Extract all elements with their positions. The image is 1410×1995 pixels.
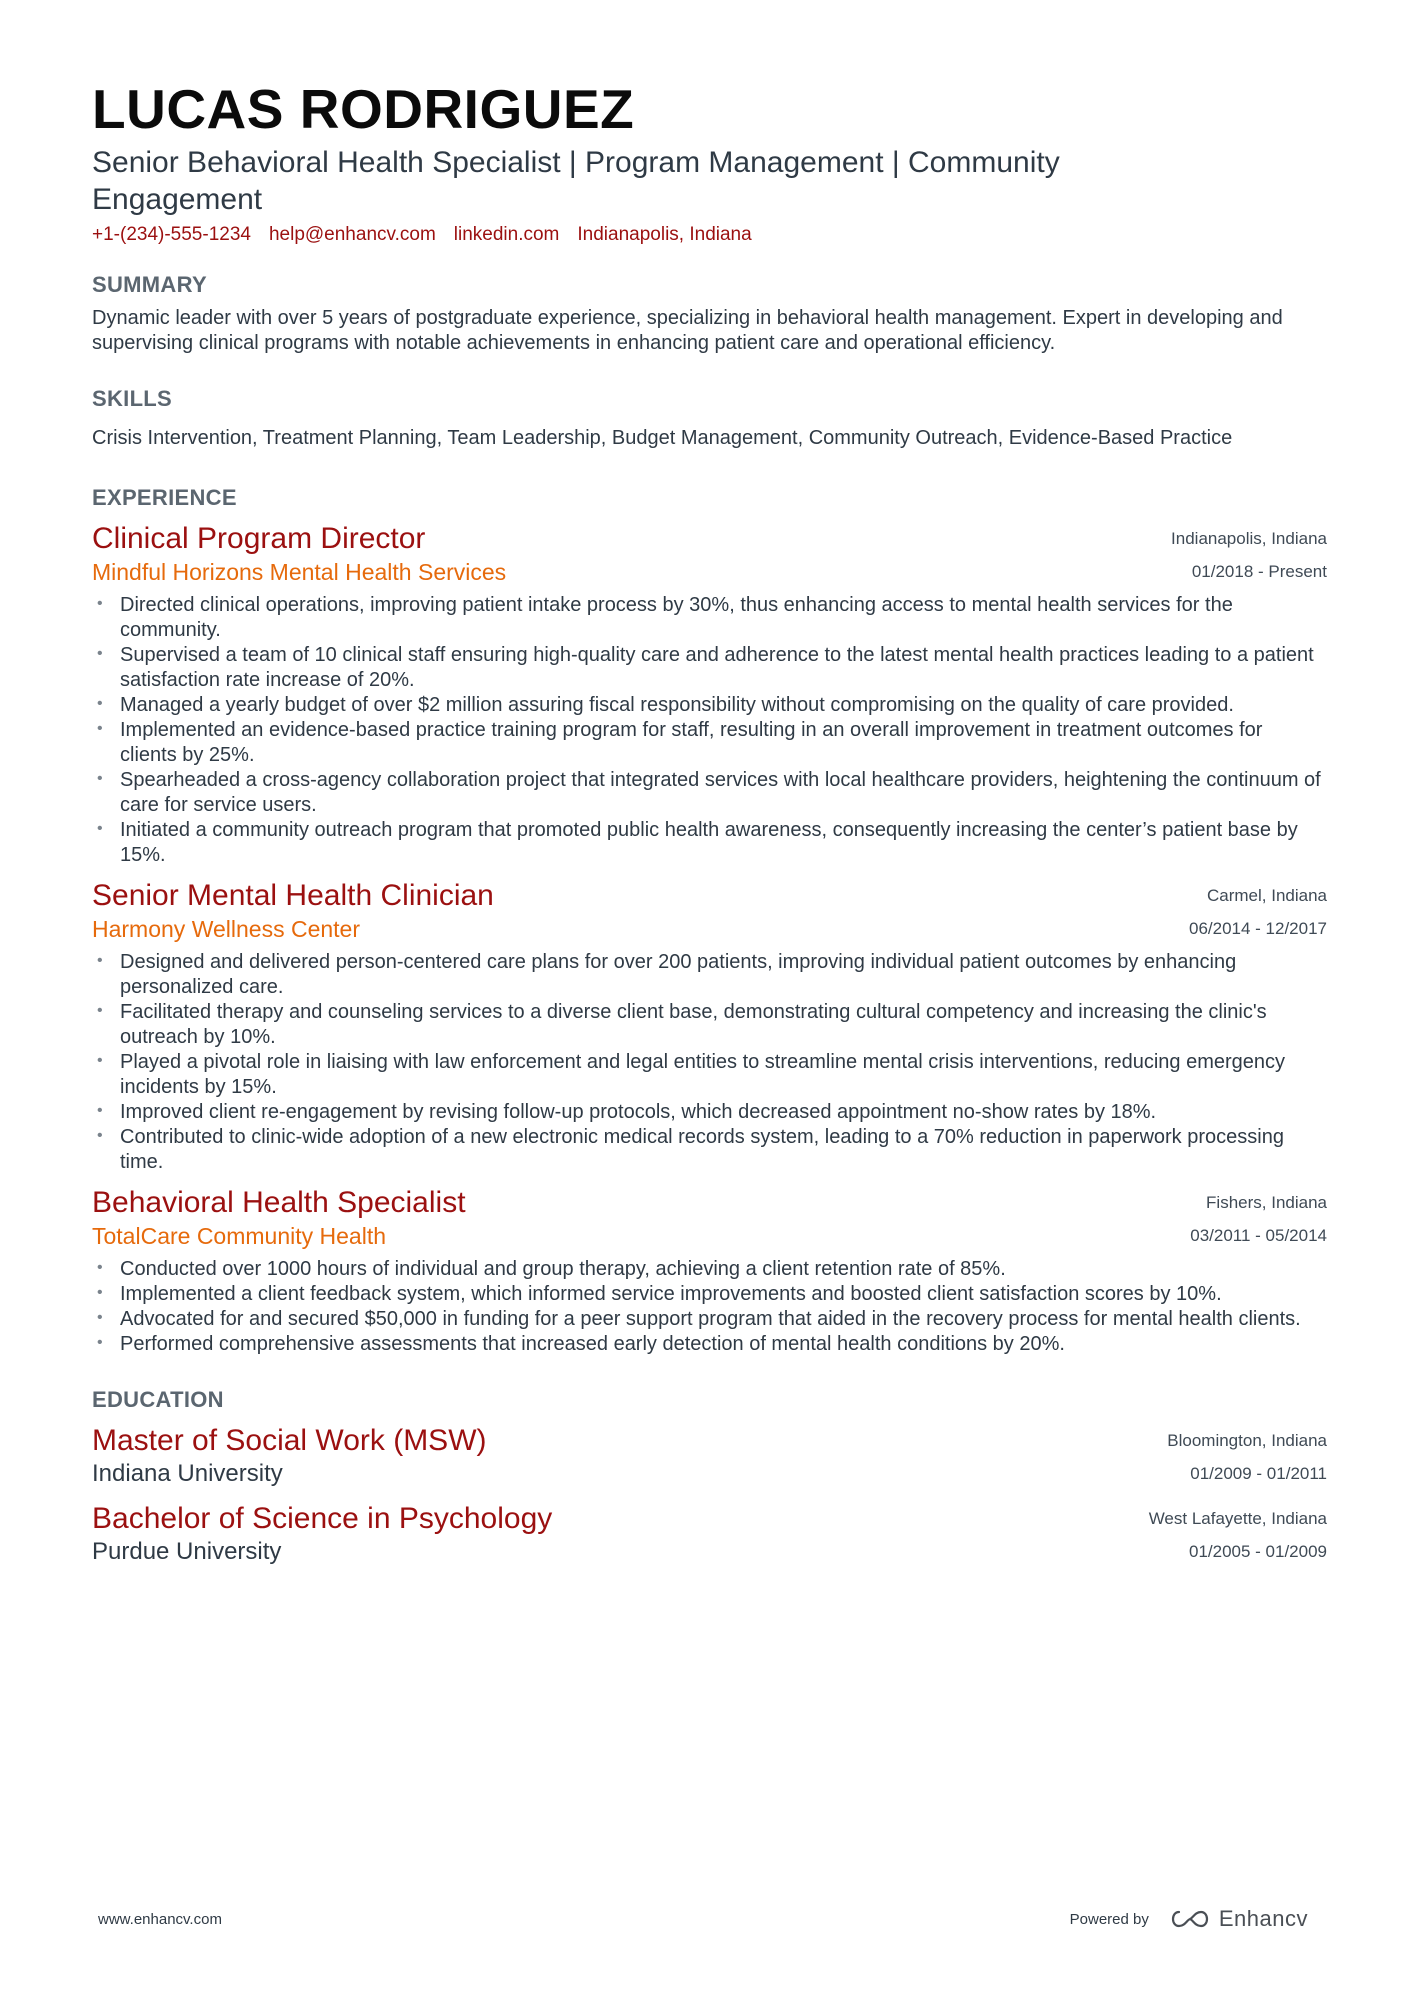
job-location: Fishers, Indiana (1206, 1193, 1327, 1212)
bullet-item: • Implemented a client feedback system, which informed service improvements and boosted client satisfaction scores by 10%. (97, 1283, 1222, 1305)
linkedin-link[interactable]: linkedin.com (453, 224, 560, 245)
job-dates: 03/2011 - 05/2014 (1190, 1226, 1327, 1245)
experience-entry (92, 878, 1327, 1175)
education-heading: EDUCATION (92, 1387, 224, 1412)
school-dates: 01/2009 - 01/2011 (1190, 1464, 1327, 1483)
education-entry (92, 1423, 1327, 1489)
school-location: Bloomington, Indiana (1167, 1431, 1327, 1450)
job-bullets (92, 1257, 1327, 1357)
bullet-item: • Contributed to clinic-wide adoption of a new electronic medical records system, leading to a 70% reduction in paperwork processing time. (97, 1126, 1284, 1173)
bullet-item: • Performed comprehensive assessments that increased early detection of mental health conditions by 20%. (97, 1333, 1065, 1355)
email-link[interactable]: help@enhancv.com (268, 224, 436, 245)
phone-link[interactable]: +1-(234)-555-1234 (92, 224, 251, 245)
experience-heading: EXPERIENCE (92, 485, 237, 510)
school-dates: 01/2005 - 01/2009 (1188, 1542, 1327, 1561)
company-name: TotalCare Community Health (92, 1223, 387, 1249)
job-bullets (92, 593, 1327, 868)
contact-row (92, 224, 1327, 246)
headline: Senior Behavioral Health Specialist | Program Management | Community Engagement (92, 146, 1060, 216)
bullet-item: • Played a pivotal role in liaising with law enforcement and legal entities to streamline mental crisis interventions, reducing emergency incidents by 15%. (97, 1051, 1286, 1098)
skills-text: Crisis Intervention, Treatment Planning, Team Leadership, Budget Management, Community Outreach, Evidence-Based Practice (92, 427, 1233, 449)
job-location: Indianapolis, Indiana (1171, 529, 1327, 548)
candidate-name: LUCAS RODRIGUEZ (92, 78, 635, 140)
bullet-item: • Designed and delivered person-centered care plans for over 200 patients, improving individual patient outcomes by enhancing personalized care. (97, 951, 1237, 998)
bullet-item: • Spearheaded a cross-agency collaboration project that integrated services with local healthcare providers, heightening the continuum of care for service users. (97, 769, 1321, 816)
bullet-item: • Conducted over 1000 hours of individual and group therapy, achieving a client retention rate of 85%. (97, 1258, 1006, 1280)
powered-by (1070, 1906, 1308, 1932)
degree-title: Bachelor of Science in Psychology (92, 1502, 553, 1535)
bullet-item: • Directed clinical operations, improving patient intake process by 30%, thus enhancing access to mental health services for the community. (97, 594, 1233, 641)
job-bullets (92, 950, 1327, 1175)
page-footer (98, 1906, 1308, 1932)
job-dates: 01/2018 - Present (1191, 562, 1327, 581)
bullet-item: • Improved client re-engagement by revising follow-up protocols, which decreased appointment no-show rates by 18%. (97, 1101, 1157, 1123)
bullet-item: • Managed a yearly budget of over $2 million assuring fiscal responsibility without compromising on the quality of care provided. (97, 694, 1234, 716)
bullet-item: • Initiated a community outreach program that promoted public health awareness, consequently increasing the center’s patient base by 15%. (97, 819, 1298, 866)
enhancv-brand[interactable] (1167, 1906, 1308, 1932)
company-name: Mindful Horizons Mental Health Services (92, 559, 507, 585)
footer-url-link[interactable]: www.enhancv.com (98, 1910, 222, 1928)
company-name: Harmony Wellness Center (92, 916, 361, 942)
resume-page (92, 78, 1327, 1567)
enhancv-brand-text: Enhancv (1218, 1906, 1308, 1931)
job-location: Carmel, Indiana (1206, 886, 1327, 905)
school-name: Purdue University (92, 1538, 282, 1565)
education-entry (92, 1501, 1327, 1567)
school-name: Indiana University (92, 1460, 283, 1487)
job-dates: 06/2014 - 12/2017 (1188, 919, 1327, 938)
experience-entry (92, 521, 1327, 868)
job-title: Behavioral Health Specialist (92, 1186, 466, 1219)
degree-title: Master of Social Work (MSW) (92, 1424, 487, 1457)
bullet-item: • Facilitated therapy and counseling services to a diverse client base, demonstrating cultural competency and increasing the clinic's outreach by 10%. (97, 1001, 1267, 1048)
skills-heading: SKILLS (92, 386, 173, 411)
job-title: Senior Mental Health Clinician (92, 879, 494, 912)
bullet-item: • Supervised a team of 10 clinical staff ensuring high-quality care and adherence to the latest mental health practices leading to a patient satisfaction rate increase of 20%. (97, 644, 1314, 691)
summary-heading: SUMMARY (92, 272, 207, 297)
enhancv-logo-icon (1167, 1908, 1213, 1930)
job-title: Clinical Program Director (92, 522, 426, 555)
location-text: Indianapolis, Indiana (577, 224, 752, 245)
experience-entry (92, 1185, 1327, 1357)
bullet-item: • Implemented an evidence-based practice training program for staff, resulting in an overall improvement in treatment outcomes for clients by 25%. (97, 719, 1263, 766)
bullet-item: • Advocated for and secured $50,000 in funding for a peer support program that aided in the recovery process for mental health clients. (97, 1308, 1301, 1330)
school-location: West Lafayette, Indiana (1148, 1509, 1327, 1528)
powered-by-label: Powered by (1069, 1910, 1149, 1928)
summary-text: Dynamic leader with over 5 years of postgraduate experience, specializing in behavioral health management. Expert in developing and supervising clinical programs with notable achievements in enhancing patient care and operational efficiency. (92, 307, 1283, 354)
